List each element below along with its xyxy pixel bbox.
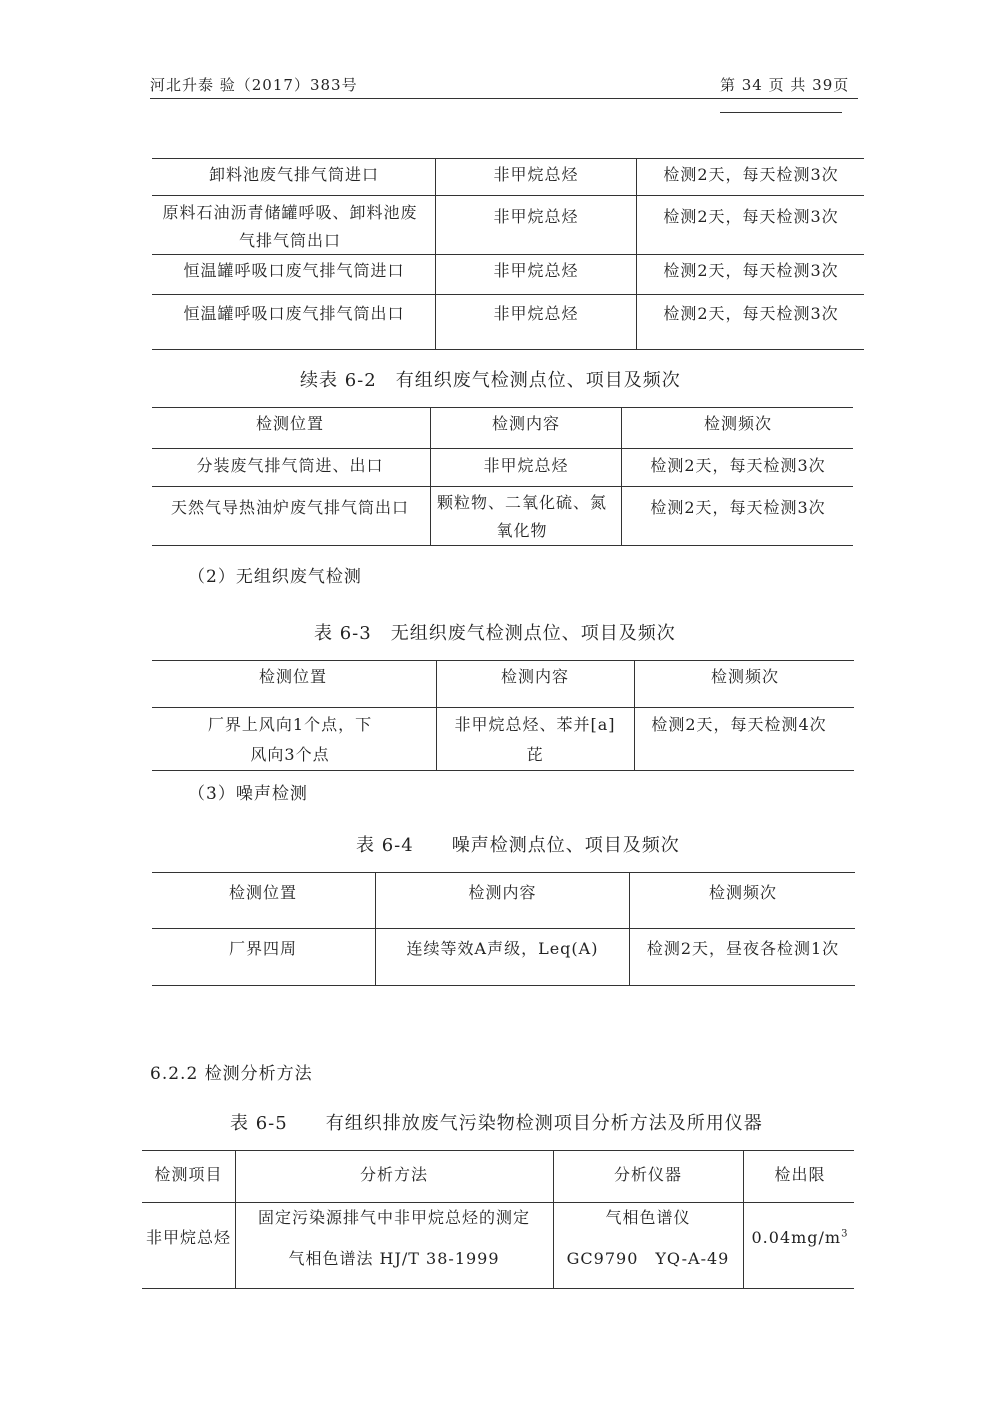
table-cell: 颗粒物、二氧化硫、氮氧化物 (437, 493, 608, 540)
table-header: 分析仪器 (613, 1165, 682, 1184)
table-cell: 连续等效A声级，Leq(A) (406, 939, 599, 958)
table-cell: 检测2天，昼夜各检测1次 (646, 939, 840, 958)
page-info: 第 34 页 共 39页 (720, 76, 850, 94)
table-cell: 非甲烷总烃、苯并[a]芘 (454, 715, 616, 764)
table-cell: 检测2天，每天检测3次 (663, 207, 839, 226)
section-heading: （2）无组织废气检测 (188, 567, 362, 587)
section-heading: 6.2.2 检测分析方法 (150, 1064, 313, 1084)
header-rule (150, 98, 858, 99)
table-header: 检测内容 (468, 883, 537, 902)
table-cell: 检测2天，每天检测3次 (650, 498, 826, 517)
table-caption: 表 6-5 有组织排放废气污染物检测项目分析方法及所用仪器 (230, 1113, 763, 1134)
table-header: 检测频次 (710, 667, 779, 686)
table-cell: 非甲烷总烃 (493, 261, 579, 280)
table-header: 检测项目 (154, 1165, 223, 1184)
table-cell: 厂界四周 (228, 939, 297, 958)
table-header: 检测位置 (255, 414, 324, 433)
table-header: 检测位置 (228, 883, 297, 902)
table-header: 检测频次 (708, 883, 777, 902)
table-cell-method: 气相色谱法 HJ/T 38-1999 (288, 1249, 500, 1268)
table-cell: 非甲烷总烃 (483, 456, 569, 475)
table-cell-instrument: GC9790 YQ-A-49 (566, 1249, 730, 1268)
section-heading: （3）噪声检测 (188, 784, 308, 804)
table-cell: 天然气导热油炉废气排气筒出口 (170, 498, 409, 517)
table-header: 检测内容 (491, 414, 560, 433)
table-cell: 非甲烷总烃 (493, 304, 579, 323)
table-cell: 卸料池废气排气筒进口 (208, 165, 379, 184)
table-caption: 表 6-4 噪声检测点位、项目及频次 (356, 835, 680, 856)
table-cell: 原料石油沥青储罐呼吸、卸料池废气排气筒出口 (162, 203, 418, 250)
table-cell: 检测2天，每天检测3次 (650, 456, 826, 475)
table-header: 分析方法 (359, 1165, 428, 1184)
table-cell: 检测2天，每天检测3次 (663, 304, 839, 323)
table-cell: 检测2天，每天检测4次 (651, 715, 827, 734)
limit-superscript: 3 (841, 1228, 849, 1240)
table-cell: 检测2天，每天检测3次 (663, 165, 839, 184)
document-number: 河北升泰 验（2017）383号 (150, 76, 358, 94)
table-cell: 非甲烷总烃 (493, 165, 579, 184)
table-header: 检测内容 (500, 667, 569, 686)
table-cell: 检测2天，每天检测3次 (663, 261, 839, 280)
table-cell: 厂界上风向1个点，下风向3个点 (207, 715, 373, 764)
table-header: 检测频次 (703, 414, 772, 433)
table-cell-item: 非甲烷总烃 (145, 1228, 231, 1247)
table-cell: 恒温罐呼吸口废气排气筒进口 (183, 261, 405, 280)
table-header: 检出限 (774, 1165, 826, 1184)
table-caption: 表 6-3 无组织废气检测点位、项目及频次 (314, 623, 676, 644)
table-caption: 续表 6-2 有组织废气检测点位、项目及频次 (300, 370, 681, 391)
header-underline (720, 112, 842, 113)
table-cell: 非甲烷总烃 (493, 207, 579, 226)
table-header: 检测位置 (258, 667, 327, 686)
table-cell: 分装废气排气筒进、出口 (196, 456, 384, 475)
limit-value: 0.04mg/m (751, 1228, 842, 1247)
table-cell-method: 固定污染源排气中非甲烷总烃的测定 (257, 1208, 530, 1227)
table-cell-limit (748, 1224, 852, 1252)
table-cell: 恒温罐呼吸口废气排气筒出口 (183, 304, 405, 323)
table-cell-instrument: 气相色谱仪 (605, 1208, 691, 1227)
